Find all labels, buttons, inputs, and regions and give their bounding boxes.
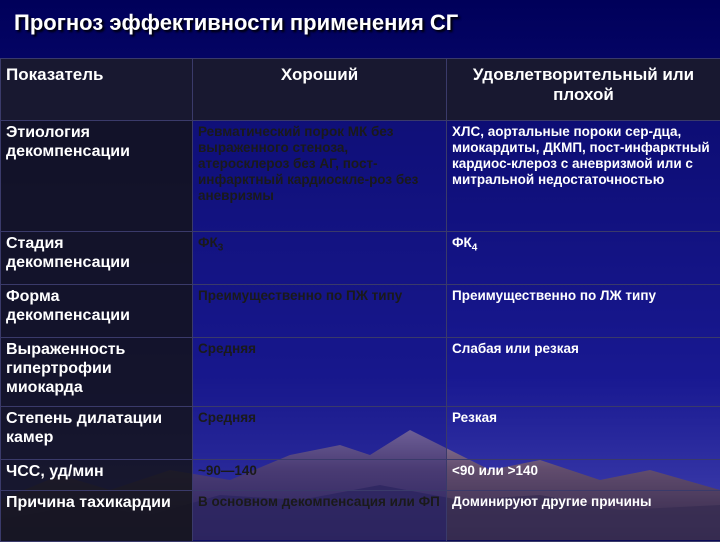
page-title: Прогноз эффективности применения СГ [14, 10, 458, 36]
poor-cell: Доминируют другие причины [447, 491, 720, 542]
poor-cell: Резкая [447, 407, 720, 460]
good-cell: Средняя [193, 338, 447, 407]
column-header-indicator: Показатель [1, 59, 193, 121]
good-cell: Ревматический порок МК без выраженного стеноза, атеросклероз без АГ, пост-инфарктный кардиоскле-роз без аневризмы [193, 121, 447, 232]
poor-cell: Преимущественно по ЛЖ типу [447, 285, 720, 338]
table-row [1, 121, 720, 232]
good-cell: Средняя [193, 407, 447, 460]
indicator-cell: Выраженность гипертрофии миокарда [1, 338, 193, 407]
indicator-cell: Причина тахикардии [1, 491, 193, 542]
good-cell [193, 232, 447, 285]
table-row [1, 407, 720, 460]
poor-cell: Слабая или резкая [447, 338, 720, 407]
good-value: ФК [198, 235, 218, 250]
good-cell: В основном декомпенсация или ФП [193, 491, 447, 542]
table-row [1, 338, 720, 407]
good-cell: Преимущественно по ПЖ типу [193, 285, 447, 338]
column-header-good: Хороший [193, 59, 447, 121]
poor-subscript: 4 [472, 243, 478, 254]
indicator-cell: Форма декомпенсации [1, 285, 193, 338]
good-subscript: 3 [218, 243, 224, 254]
indicator-cell: ЧСС, уд/мин [1, 460, 193, 491]
table-row [1, 460, 720, 491]
poor-cell: ХЛС, аортальные пороки сер-дца, миокардиты, ДКМП, пост-инфарктный кардиос-клероз с аневризмой или с митральной недостаточностью [447, 121, 720, 232]
prognosis-table [0, 58, 720, 542]
table-row [1, 285, 720, 338]
indicator-cell: Степень дилатации камер [1, 407, 193, 460]
table-header-row [1, 59, 720, 121]
poor-value: ФК [452, 235, 472, 250]
table-row [1, 232, 720, 285]
table-row [1, 491, 720, 542]
indicator-cell: Стадия декомпенсации [1, 232, 193, 285]
poor-cell: <90 или >140 [447, 460, 720, 491]
good-cell: ~90—140 [193, 460, 447, 491]
indicator-cell: Этиология декомпенсации [1, 121, 193, 232]
poor-cell [447, 232, 720, 285]
column-header-poor: Удовлетворительный или плохой [447, 59, 720, 121]
